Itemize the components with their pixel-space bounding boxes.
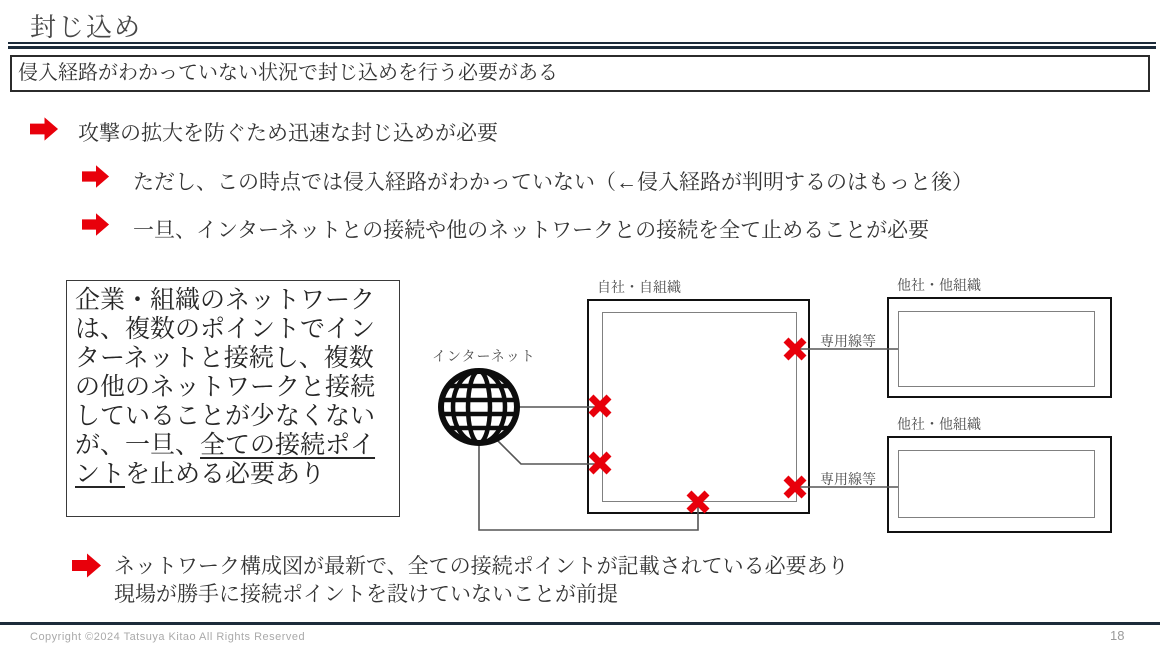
lead-statement-text: 侵入経路がわかっていない状況で封じ込めを行う必要がある	[18, 62, 558, 84]
conclusion-line1: ネットワーク構成図が最新で、全ての接続ポイントが記載されている必要あり	[114, 555, 849, 578]
page-number: 18	[1110, 628, 1125, 643]
conclusion-block	[114, 553, 849, 609]
other-org-label: 他社・他組織	[897, 416, 981, 432]
copyright-text: Copyright ©2024 Tatsuya Kitao All Rights Reserved	[30, 631, 306, 643]
bullet-level1: 攻撃の拡大を防ぐため迅速な封じ込めが必要	[78, 122, 498, 145]
bullet-level2-item: 一旦、インターネットとの接続や他のネットワークとの接続を全て止めることが必要	[133, 219, 930, 242]
side-note-underlined: 全ての接続ポイント	[75, 431, 376, 488]
conclusion-line2: 現場が勝手に接続ポイントを設けていないことが前提	[114, 583, 618, 606]
connection-line	[498, 441, 600, 464]
red-arrow-icon	[72, 552, 102, 579]
side-note-pre: 企業・組織のネットワークは、複数のポイントでインターネットと接続し、複数の他のネットワークと接続していることが少なくないが、一旦、	[75, 286, 376, 459]
blocked-x-marks	[591, 340, 804, 511]
internet-label: インターネット	[432, 348, 536, 364]
leased-line-label: 専用線等	[820, 333, 876, 349]
connection-line	[479, 444, 698, 530]
footer-divider	[0, 622, 1160, 625]
leased-line-label: 専用線等	[820, 471, 876, 487]
blocked-x-icon	[591, 397, 609, 415]
connection-lines	[479, 349, 898, 530]
blocked-x-icon	[591, 454, 609, 472]
page-title: 封じ込め	[30, 12, 143, 42]
side-note-post: を止める必要あり	[125, 460, 326, 488]
own-org-label: 自社・自組織	[597, 279, 681, 295]
bullet-level2-item: ただし、この時点では侵入経路がわかっていない（←侵入経路が判明するのはもっと後）	[133, 171, 973, 194]
other-org-label: 他社・他組織	[897, 277, 981, 293]
internet-globe-icon	[441, 371, 517, 443]
